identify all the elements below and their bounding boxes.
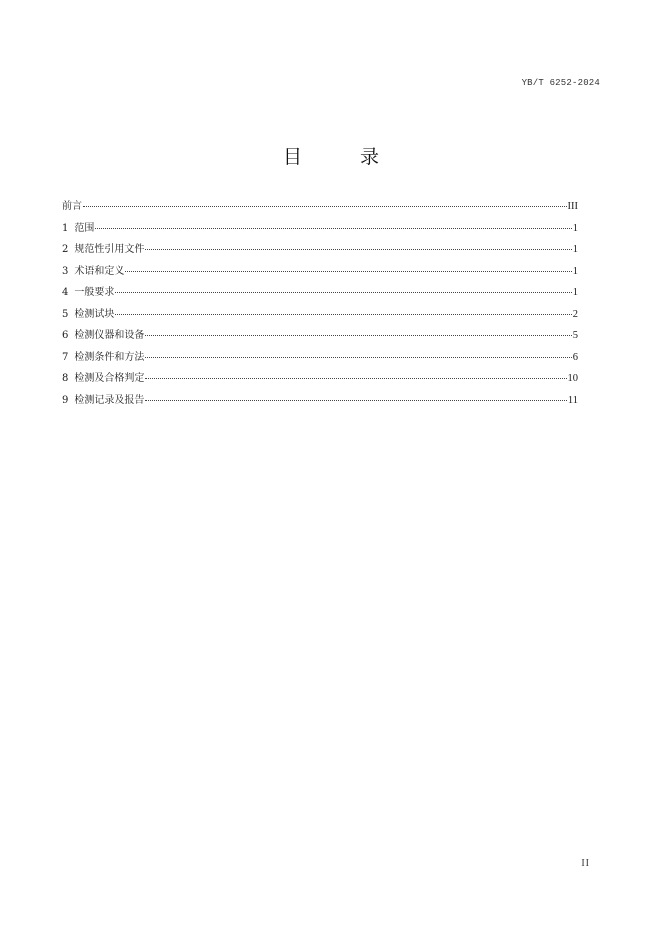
toc-leader-dots [145, 335, 571, 336]
toc-entry-1[interactable] [62, 218, 578, 240]
toc-entry-page: 5 [572, 330, 578, 341]
toc-entry-page: 6 [572, 351, 578, 363]
toc-entry-page: 11 [567, 394, 578, 406]
toc-leader-dots [145, 378, 566, 379]
toc-entry-page: 1 [572, 287, 578, 298]
toc-entry-label: 检测仪器和设备 [74, 330, 145, 341]
toc-entry-6[interactable] [62, 325, 578, 347]
toc-entry-label: 检测及合格判定 [74, 373, 145, 384]
toc-leader-dots [145, 249, 571, 250]
toc-entry-page: 1 [572, 222, 578, 234]
toc-entry-label: 检测记录及报告 [74, 394, 145, 406]
toc-leader-dots [95, 228, 571, 229]
toc-entry-label: 术语和定义 [74, 265, 125, 277]
toc-entry-number: 5 [62, 308, 69, 320]
toc-entry-foreword[interactable] [62, 196, 578, 218]
toc-leader-dots [83, 206, 567, 207]
toc-entry-number: 2 [62, 244, 69, 255]
toc-entry-3[interactable] [62, 261, 578, 283]
toc-leader-dots [115, 314, 571, 315]
table-of-contents [62, 196, 578, 411]
toc-leader-dots [125, 271, 571, 272]
toc-entry-page: 1 [572, 265, 578, 277]
toc-leader-dots [145, 400, 567, 401]
toc-entry-number: 8 [62, 373, 69, 384]
page-title: 目 录 [282, 146, 406, 168]
page-number: II [581, 858, 590, 869]
toc-entry-page: 2 [572, 308, 578, 320]
toc-entry-number: 1 [62, 222, 69, 234]
toc-entry-page: III [567, 201, 578, 212]
toc-entry-label: 检测试块 [74, 308, 115, 320]
document-code: YB/T 6252-2024 [521, 78, 600, 88]
toc-entry-number: 4 [62, 287, 69, 298]
toc-entry-5[interactable] [62, 304, 578, 326]
toc-entry-number: 3 [62, 265, 69, 277]
toc-entry-number: 6 [62, 330, 69, 341]
toc-entry-page: 1 [572, 244, 578, 255]
toc-entry-label: 检测条件和方法 [74, 351, 145, 363]
toc-entry-4[interactable] [62, 282, 578, 304]
toc-entry-number: 7 [62, 351, 69, 363]
toc-entry-label: 前言 [62, 201, 82, 212]
toc-entry-label: 一般要求 [74, 287, 115, 298]
toc-entry-page: 10 [567, 373, 578, 384]
toc-entry-8[interactable] [62, 368, 578, 390]
toc-leader-dots [115, 292, 571, 293]
toc-entry-7[interactable] [62, 347, 578, 369]
toc-entry-9[interactable] [62, 390, 578, 412]
toc-entry-label: 范围 [74, 222, 95, 234]
toc-entry-label: 规范性引用文件 [74, 244, 145, 255]
toc-entry-number: 9 [62, 394, 69, 406]
toc-entry-2[interactable] [62, 239, 578, 261]
toc-leader-dots [145, 357, 571, 358]
